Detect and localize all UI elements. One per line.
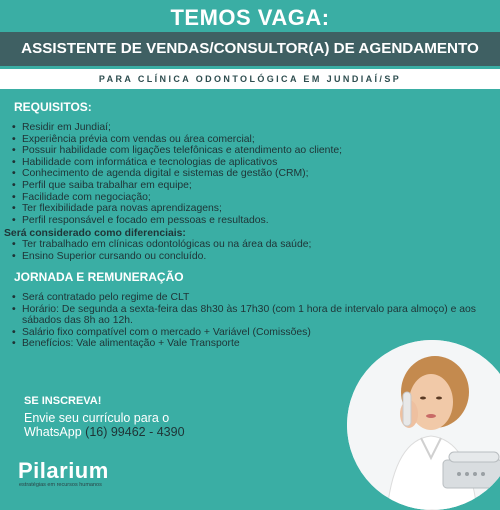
receptionist-illustration	[347, 340, 500, 510]
list-item: • Será contratado pelo regime de CLT	[10, 292, 490, 304]
phone-number[interactable]: (16) 99462 - 4390	[85, 425, 185, 439]
list-item: • Perfil responsável e focado em pessoas e resultados.	[10, 215, 342, 227]
list-item: • Salário fixo compatível com o mercado + Variável (Comissões)	[10, 327, 490, 339]
list-item: • Conhecimento de agenda digital e sistemas de gestão (CRM);	[10, 168, 342, 180]
list-item: • Residir em Jundiaí;	[10, 122, 342, 134]
brand-tagline: estratégias em recursos humanos	[19, 482, 102, 488]
list-item: • Ter trabalhado em clínicas odontológicas ou na área da saúde;	[10, 239, 311, 251]
schedule-heading: JORNADA E REMUNERAÇÃO	[14, 270, 184, 284]
list-item: • Horário: De segunda a sexta-feira das 8h30 às 17h30 (com 1 hora de intervalo para almoço) e aos sábados das 8h ao 12h.	[10, 304, 490, 327]
list-item: • Possuir habilidade com ligações telefônicas e atendimento ao cliente;	[10, 145, 342, 157]
page-title: TEMOS VAGA:	[170, 5, 330, 30]
job-location-banner: PARA CLÍNICA ODONTOLÓGICA EM JUNDIAÍ/SP	[0, 69, 500, 89]
requirements-heading: REQUISITOS:	[14, 100, 92, 114]
list-item: • Benefícios: Vale alimentação + Vale Transporte	[10, 338, 490, 350]
brand-logo: Pilarium	[18, 458, 109, 483]
differentials-list	[10, 239, 311, 262]
whatsapp-label: WhatsApp	[24, 425, 82, 439]
list-item: • Habilidade com informática e tecnologias de aplicativos	[10, 157, 342, 169]
cta-text	[24, 411, 185, 439]
cta-line: Envie seu currículo para o	[24, 411, 170, 425]
differentials-heading: Será considerado como diferenciais:	[4, 228, 186, 239]
cta-line	[24, 425, 185, 439]
list-item: • Ter flexibilidade para novas aprendizagens;	[10, 203, 342, 215]
job-role-banner: ASSISTENTE DE VENDAS/CONSULTOR(A) DE AGENDAMENTO	[0, 32, 500, 66]
list-item: • Facilidade com negociação;	[10, 192, 342, 204]
list-item: • Ensino Superior cursando ou concluído.	[10, 251, 311, 263]
list-item: • Perfil que saiba trabalhar em equipe;	[10, 180, 342, 192]
requirements-list	[10, 122, 342, 226]
list-item: • Experiência prévia com vendas ou área comercial;	[10, 134, 342, 146]
receptionist-photo	[347, 340, 500, 510]
cta-heading: SE INSCREVA!	[24, 395, 102, 407]
